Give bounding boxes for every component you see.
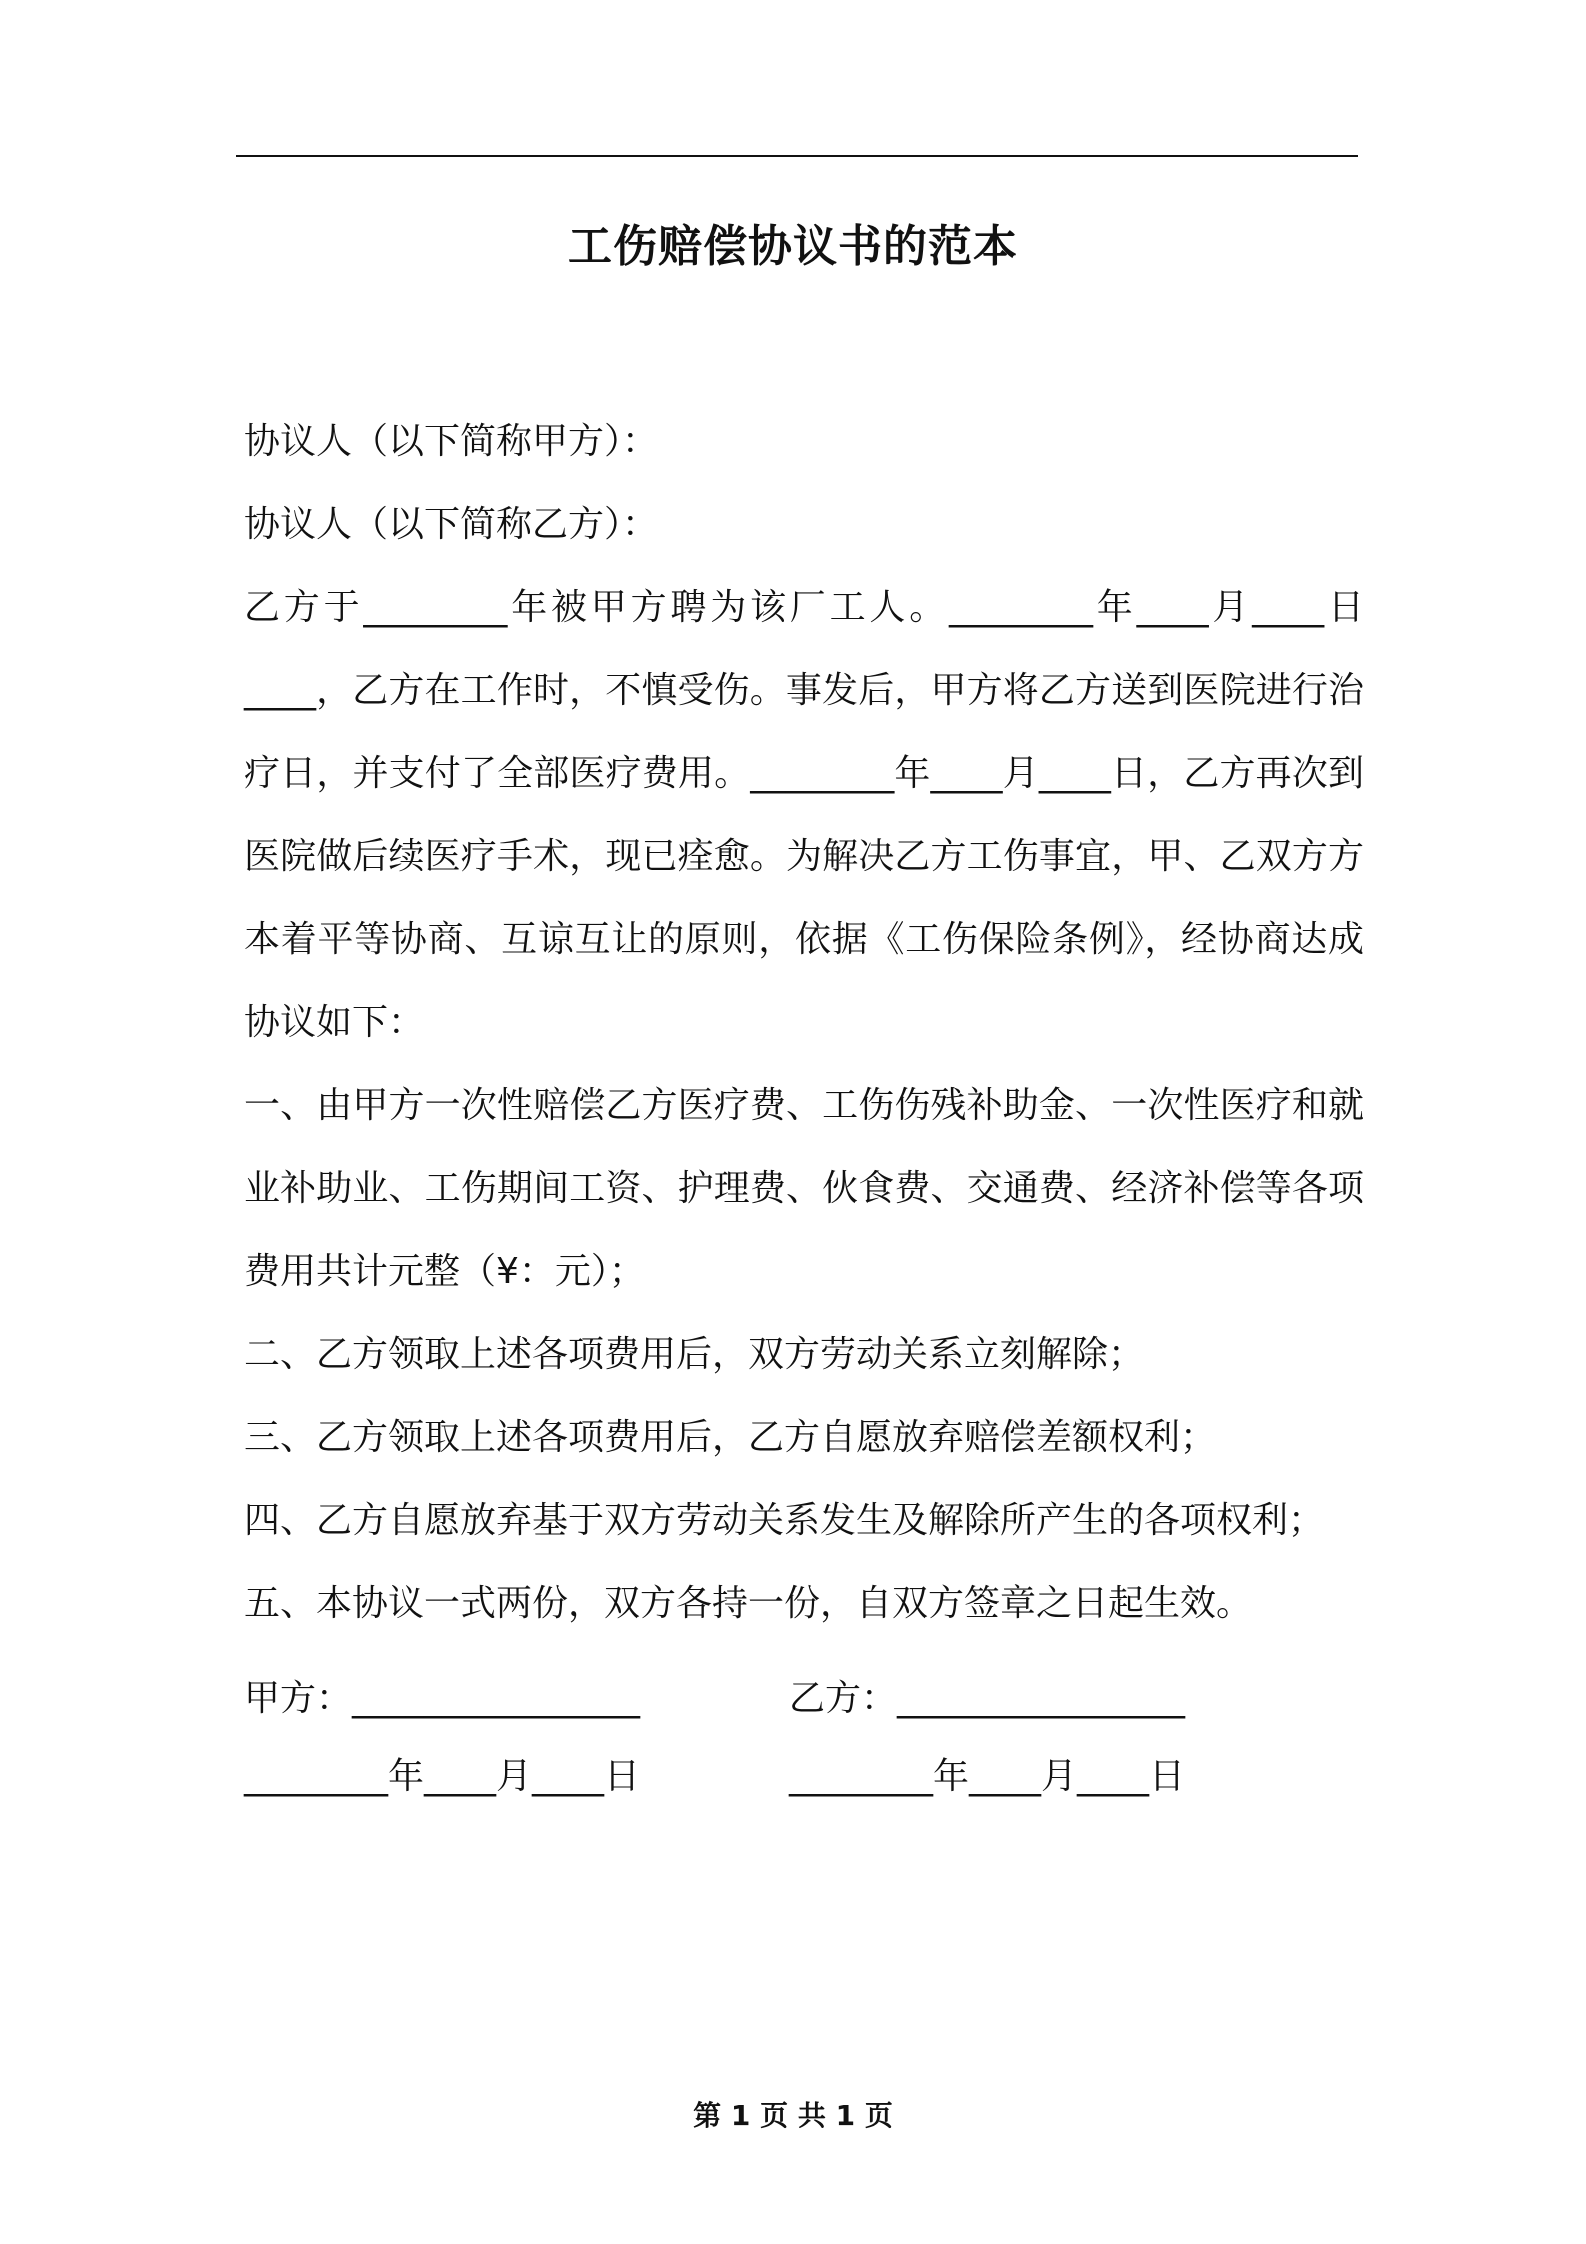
party-b-line: 协议人（以下简称乙方）： [244,504,659,545]
party-b-signature: 乙方：________________ [789,1678,1186,1719]
date-row [244,1738,1364,1816]
document-body [244,400,1364,1645]
background-paragraph: 乙方于________年被甲方聘为该厂工人。________年____月____日____，乙方在工作时，不慎受伤。事发后，甲方将乙方送到医院进行治疗日，并支付了全部医疗费用。________年____月____日，乙方再次到医院做后续医疗手术，现已痊愈。为解决乙方工伤事宜，甲、乙双方方本着平等协商、互谅互让的原则，依据《工伤保险条例》，经协商达成协议如下： [244,587,1364,1043]
clause-3: 三、乙方领取上述各项费用后，乙方自愿放弃赔偿差额权利； [244,1417,1217,1458]
signature-row [244,1660,1364,1738]
signature-block [244,1660,1364,1816]
party-b-date: ________年____月____日 [789,1756,1185,1797]
clause-4: 四、乙方自愿放弃基于双方劳动关系发生及解除所产生的各项权利； [244,1500,1325,1541]
document-title: 工伤赔偿协议书的范本 [568,221,1018,272]
party-a-line: 协议人（以下简称甲方）： [244,421,659,462]
party-a-date: ________年____月____日 [244,1756,640,1797]
header-rule [236,155,1358,157]
clause-2: 二、乙方领取上述各项费用后，双方劳动关系立刻解除； [244,1334,1145,1375]
clause-5: 五、本协议一式两份，双方各持一份，自双方签章之日起生效。 [244,1583,1253,1624]
page-footer: 第 1 页 共 1 页 [693,2099,893,2132]
clause-1: 一、由甲方一次性赔偿乙方医疗费、工伤伤残补助金、一次性医疗和就业补助业、工伤期间工资、护理费、伙食费、交通费、经济补偿等各项费用共计元整（¥：元）； [244,1085,1364,1292]
party-a-signature: 甲方：________________ [244,1678,641,1719]
